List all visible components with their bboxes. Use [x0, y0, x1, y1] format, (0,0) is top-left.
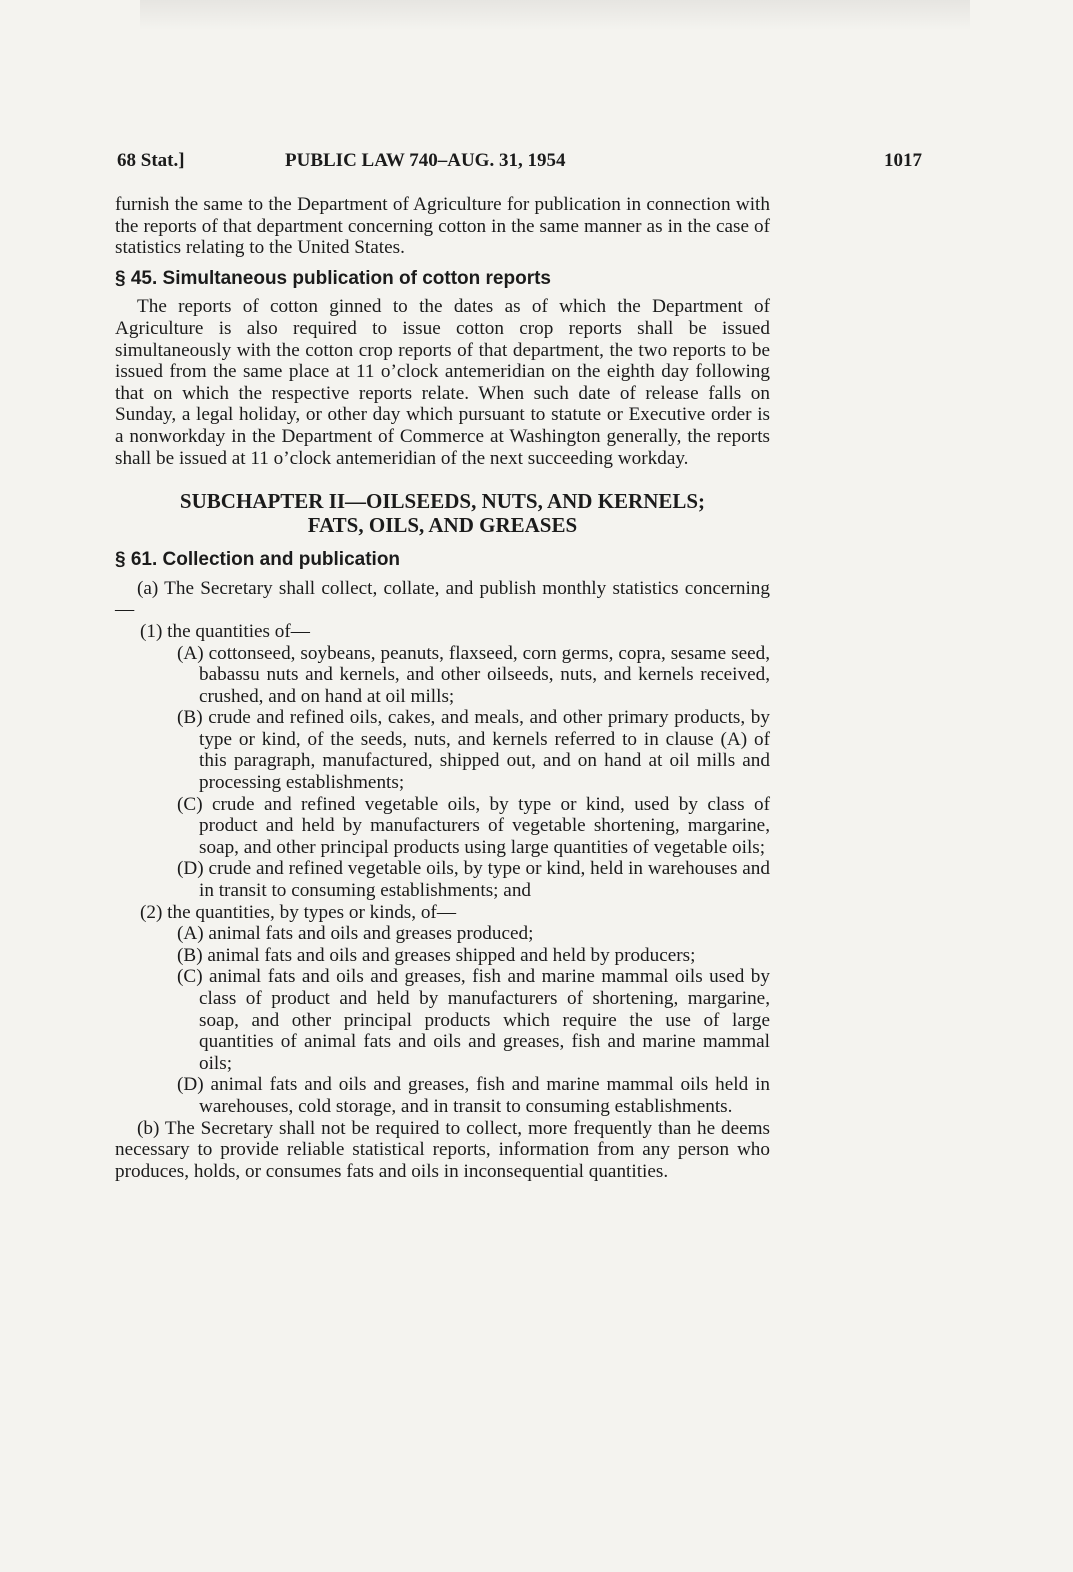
intro-paragraph: furnish the same to the Department of Agriculture for publication in connection with the reports of that department concerning cotton in the same manner as in the case of statistics relating to the United States. — [115, 194, 770, 259]
subsection-b: (b) The Secretary shall not be required to collect, more frequently than he deems necessary to provide reliable statistical reports, information from any person who produces, holds, or consumes fats and oils in inconsequential quantities. — [115, 1117, 770, 1182]
clause-2B: (B) animal fats and oils and greases shipped and held by producers; — [177, 944, 696, 966]
section-45-text: The reports of cotton ginned to the dates as of which the Department of Agriculture is also required to issue cotton crop reports shall be issued simultaneously with the cotton crop reports of that department, the two reports to be issued from the same place at 11 o’clock antemeridian on the eighth day following that on which the respective reports relate. When such date of release falls on Sunday, a legal holiday, or other day which pursuant to statute or Executive order is a nonworkday in the Department of Commerce at Washington generally, the reports shall be issued at 11 o’clock antemeridian of the next succeeding workday. — [115, 296, 770, 469]
subchapter-line-1: SUBCHAPTER II—OILSEEDS, NUTS, AND KERNELS; — [179, 489, 706, 514]
scan-edge-shadow — [140, 0, 970, 30]
paragraph-1: (1) the quantities of— — [140, 620, 310, 642]
document-body — [115, 194, 770, 1182]
page-number: 1017 — [884, 150, 922, 171]
subchapter-line-2: FATS, OILS, AND GREASES — [307, 513, 578, 538]
clause-1C: (C) crude and refined vegetable oils, by type or kind, used by class of product and held by manufacturers of vegetable shortening, margarine, soap, and other principal products using large quantities of vegetable oils; — [177, 793, 770, 858]
section-61-heading: § 61. Collection and publication — [115, 549, 401, 571]
section-45-heading: § 45. Simultaneous publication of cotton reports — [115, 267, 551, 289]
clause-1B: (B) crude and refined oils, cakes, and meals, and other primary products, by type or kind, of the seeds, nuts, and kernels referred to in clause (A) of this paragraph, manufactured, shipped out, and on hand at oil mills and processing establishments; — [177, 707, 770, 794]
subsection-a: (a) The Secretary shall collect, collate, and publish monthly statistics concerning— — [115, 577, 770, 621]
paragraph-2: (2) the quantities, by types or kinds, of— — [140, 901, 457, 923]
clause-2A: (A) animal fats and oils and greases produced; — [177, 923, 534, 945]
statute-volume: 68 Stat.] — [117, 150, 185, 171]
clause-1D: (D) crude and refined vegetable oils, by type or kind, held in warehouses and in transit to consuming establishments; and — [177, 858, 770, 902]
clause-2D: (D) animal fats and oils and greases, fish and marine mammal oils held in warehouses, cold storage, and in transit to consuming establishments. — [177, 1074, 770, 1117]
law-title: PUBLIC LAW 740–AUG. 31, 1954 — [285, 150, 566, 171]
clause-1A: (A) cottonseed, soybeans, peanuts, flaxseed, corn germs, copra, sesame seed, babassu nuts and kernels, and other oilseeds, nuts, and kernels received, crushed, and on hand at oil mills; — [177, 642, 770, 707]
clause-2C: (C) animal fats and oils and greases, fish and marine mammal oils used by class of product and held by manufacturers of shortening, margarine, soap, and other principal products which require the use of large quantities of animal fats and oils and greases, fish and marine mammal oils; — [177, 966, 770, 1074]
subchapter-heading — [115, 489, 770, 537]
running-header — [117, 150, 922, 174]
